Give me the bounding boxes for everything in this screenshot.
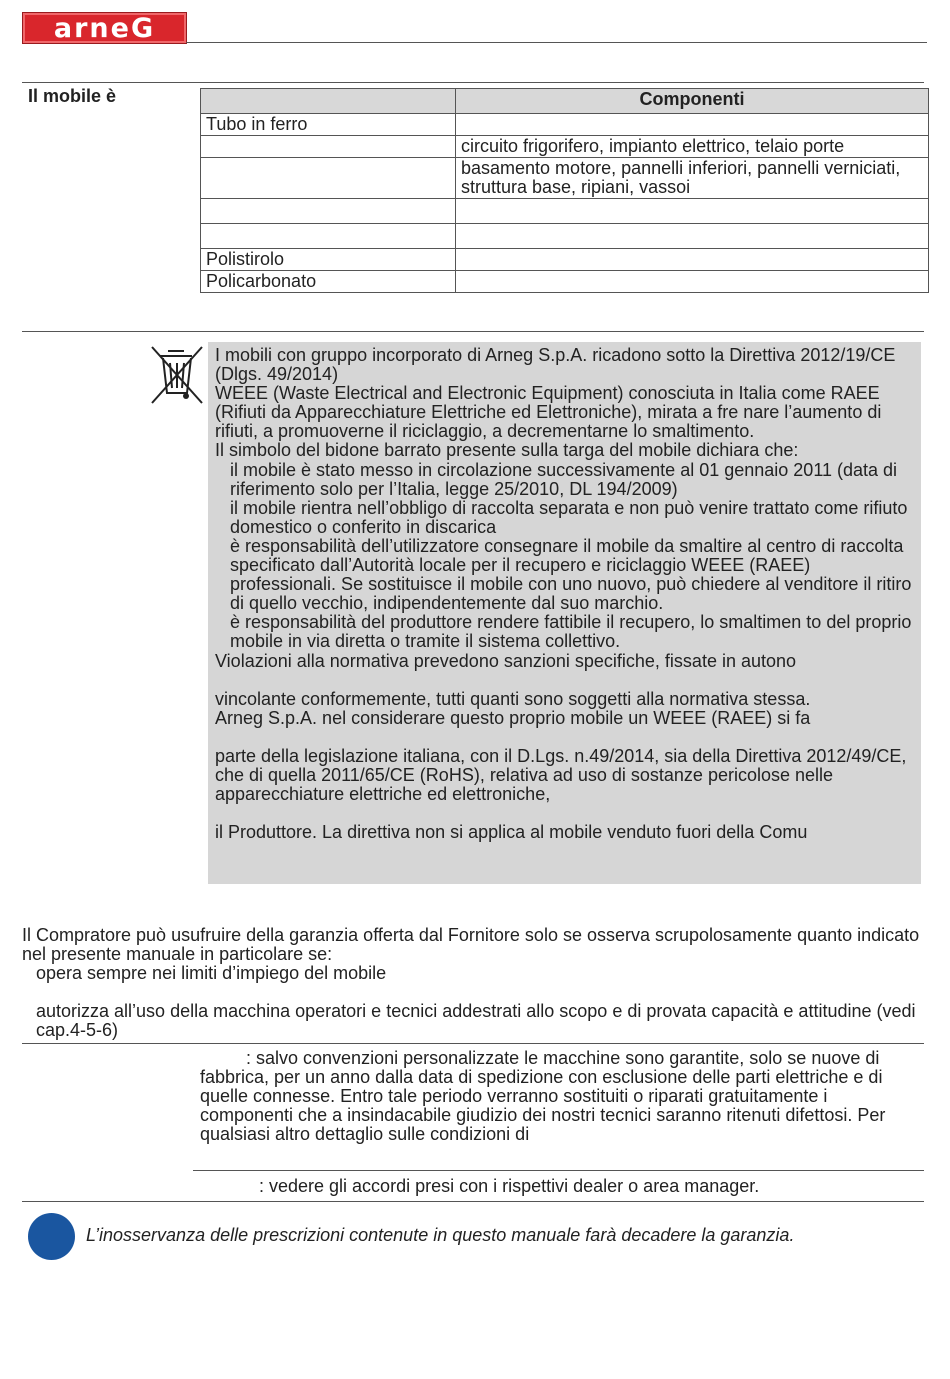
weee-line: Arneg S.p.A. nel considerare questo proprio mobile un WEEE (RAEE) si fa	[215, 707, 811, 728]
table-row	[201, 271, 929, 293]
warranty-note: L’inosservanza delle prescrizioni contenute in questo manuale farà decadere la garanzia.	[86, 1225, 795, 1245]
components-cell	[456, 224, 929, 249]
note-icon	[28, 1213, 75, 1260]
weee-line: parte della legislazione italiana, con il D.Lgs. n.49/2014, sia della Direttiva 2012/49/CE, che di quella 2011/65/CE (RoHS), relativa ad uso di sostanze pericolose nelle apparecchiature elettriche ed elettroniche,	[215, 745, 907, 804]
garanzia-text	[200, 1049, 925, 1144]
weee-bullet: il mobile rientra nell’obbligo di raccolta separata e non può venire trattato come rifiuto domestico o conferito in discarica	[230, 497, 908, 537]
section-rule-top	[22, 82, 924, 83]
section-rule-warranty	[22, 1043, 924, 1044]
weee-line: I mobili con gruppo incorporato di Arneg S.p.A. ricadono sotto la Direttiva 2012/19/CE (Dlgs. 49/2014)	[215, 345, 896, 385]
material-cell	[201, 136, 456, 158]
components-cell: circuito frigorifero, impianto elettrico, telaio porte	[456, 136, 929, 158]
table-header-row	[201, 89, 929, 114]
logo-text: arneG	[53, 12, 156, 44]
material-cell	[201, 199, 456, 224]
ricambi-text: : vedere gli accordi presi con i rispettivi dealer o area manager.	[259, 1176, 760, 1196]
weee-bullet: il mobile è stato messo in circolazione successivamente al 01 gennaio 2011 (data di riferimento solo per l’Italia, legge 25/2010, DL 194/2009)	[230, 459, 898, 499]
weee-bullet: è responsabilità dell’utilizzatore consegnare il mobile da smaltire al centro di raccolta specificato dall’Autorità locale per il recupero e riciclaggio WEEE (RAEE) professionali. Se sostituisce il mobile con uno nuovo, può chiedere al venditore il ritiro di quello vecchio, indipendentemente dal suo marchio.	[230, 535, 912, 614]
warranty-conditions	[22, 926, 927, 1040]
section-rule-ricambi	[193, 1170, 924, 1171]
weee-gap	[215, 804, 921, 823]
weee-gap	[215, 671, 921, 690]
weee-line: Violazioni alla normativa prevedono sanzioni specifiche, fissate in autono	[215, 650, 797, 671]
warranty-gap	[22, 983, 927, 1002]
section-rule-bottom	[22, 1201, 924, 1202]
table-row	[201, 249, 929, 271]
warranty-intro: Il Compratore può usufruire della garanzia offerta dal Fornitore solo se osserva scrupolosamente quanto indicato nel presente manuale in particolare se:	[22, 925, 920, 964]
components-cell	[456, 249, 929, 271]
weee-line: WEEE (Waste Electrical and Electronic Equipment) conosciuta in Italia come RAEE (Rifiuti da Apparecchiature Elettriche ed Elettroniche), mirata a fre nare l’aumento di rifiuti, a promuoverne il riciclaggio, a decrementarne lo smaltimento.	[215, 383, 882, 442]
weee-line: Il simbolo del bidone barrato presente sulla targa del mobile dichiara che:	[215, 440, 799, 461]
components-cell: basamento motore, pannelli inferiori, pannelli verniciati, struttura base, ripiani, vassoi	[456, 158, 929, 199]
warranty-item: opera sempre nei limiti d’impiego del mobile	[36, 963, 387, 983]
table-header-components: Componenti	[456, 89, 929, 114]
garanzia-body: : salvo convenzioni personalizzate le macchine sono garantite, solo se nuove di fabbrica, per un anno dalla data di spedizione con esclusione delle parti elettriche e di quelle connesse. Entro tale periodo verranno sostituiti o riparati gratuitamente i componenti che a insindacabile giudizio dei nostri tecnici saranno ritenuti difettosi. Per qualsiasi altro dettaglio sulle condizioni di	[200, 1048, 886, 1144]
components-cell	[456, 114, 929, 136]
crossed-out-wheelie-bin-icon	[150, 345, 204, 405]
components-cell	[456, 271, 929, 293]
composition-label: Il mobile è	[28, 86, 117, 106]
weee-notice-text	[215, 346, 921, 842]
material-cell	[201, 224, 456, 249]
weee-gap	[215, 728, 921, 747]
weee-line: vincolante conformemente, tutti quanti sono soggetti alla normativa stessa.	[215, 688, 811, 709]
table-row	[201, 199, 929, 224]
table-row	[201, 158, 929, 199]
material-cell: Polistirolo	[201, 249, 456, 271]
arneg-logo	[22, 12, 187, 44]
warranty-item: autorizza all’uso della macchina operatori e tecnici addestrati allo scopo e di provata capacità e attitudine (vedi cap.4-5-6)	[36, 1001, 916, 1040]
material-cell	[201, 158, 456, 199]
table-row	[201, 224, 929, 249]
material-cell: Policarbonato	[201, 271, 456, 293]
weee-line: il Produttore. La direttiva non si applica al mobile venduto fuori della Comu	[215, 822, 808, 843]
table-header-material	[201, 89, 456, 114]
components-cell	[456, 199, 929, 224]
components-table	[200, 88, 929, 293]
section-rule-mid	[22, 331, 924, 332]
weee-bullet: è responsabilità del produttore rendere fattibile il recupero, lo smaltimen to del proprio mobile in via diretta o tramite il sistema collettivo.	[230, 612, 912, 652]
header-rule	[186, 42, 927, 43]
table-row	[201, 136, 929, 158]
material-cell: Tubo in ferro	[201, 114, 456, 136]
table-row	[201, 114, 929, 136]
